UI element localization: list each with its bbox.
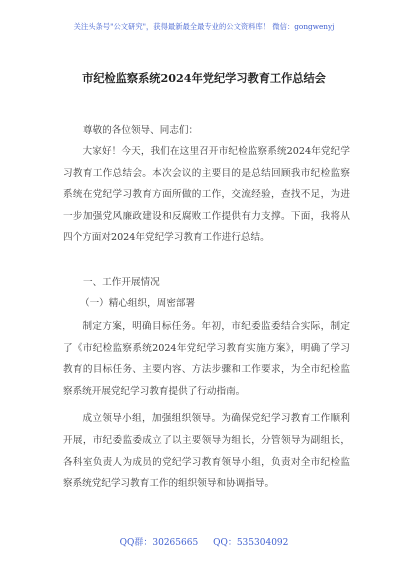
contact-footer — [0, 535, 408, 548]
body-paragraph-block — [63, 316, 350, 495]
qq-link[interactable]: QQ：535304092 — [213, 538, 289, 548]
intro-paragraph-block — [63, 141, 350, 249]
document-title: 市纪检监察系统2024年党纪学习教育工作总结会 — [82, 71, 326, 85]
intro-paragraph: 大家好！今天，我们在这里召开市纪检监察系统2024年党纪学习教育工作总结会。本次会议的主要目的是总结回顾我市纪检监察系统在党纪学习教育方面所做的工作，交流经验，查找不足，为进一步加强党风廉政建设和反腐败工作提供有力支撑。下面，我将从四个方面对2024年党纪学习教育工作进行总结。 — [63, 146, 350, 244]
body-paragraph: 成立领导小组，加强组织领导。为确保党纪学习教育工作顺利开展，市纪委监委成立了以主要领导为组长，分管领导为副组长，各科室负责人为成员的党纪学习教育领导小组，负责对全市纪检监察系统党纪学习教育工作的组织领导和协调指导。 — [63, 413, 350, 490]
salutation: 尊敬的各位领导、同志们： — [83, 125, 199, 136]
body-paragraph: 制定方案，明确目标任务。年初，市纪委监委结合实际，制定了《市纪检监察系统2024年党纪学习教育实施方案》，明确了学习教育的目标任务、主要内容、方法步骤和工作要求，为全市纪检监察系统开展党纪学习教育提供了行动指南。 — [63, 321, 350, 397]
promo-banner: 关注头条号"公文研究"，获得最新最全最专业的公文资料库！ 微信：gongwenyj — [73, 22, 335, 31]
subsection-heading-1: （一）精心组织，周密部署 — [80, 298, 196, 309]
section-heading-1: 一、工作开展情况 — [83, 277, 160, 288]
qq-group-link[interactable]: QQ群：30265665 — [119, 538, 199, 548]
